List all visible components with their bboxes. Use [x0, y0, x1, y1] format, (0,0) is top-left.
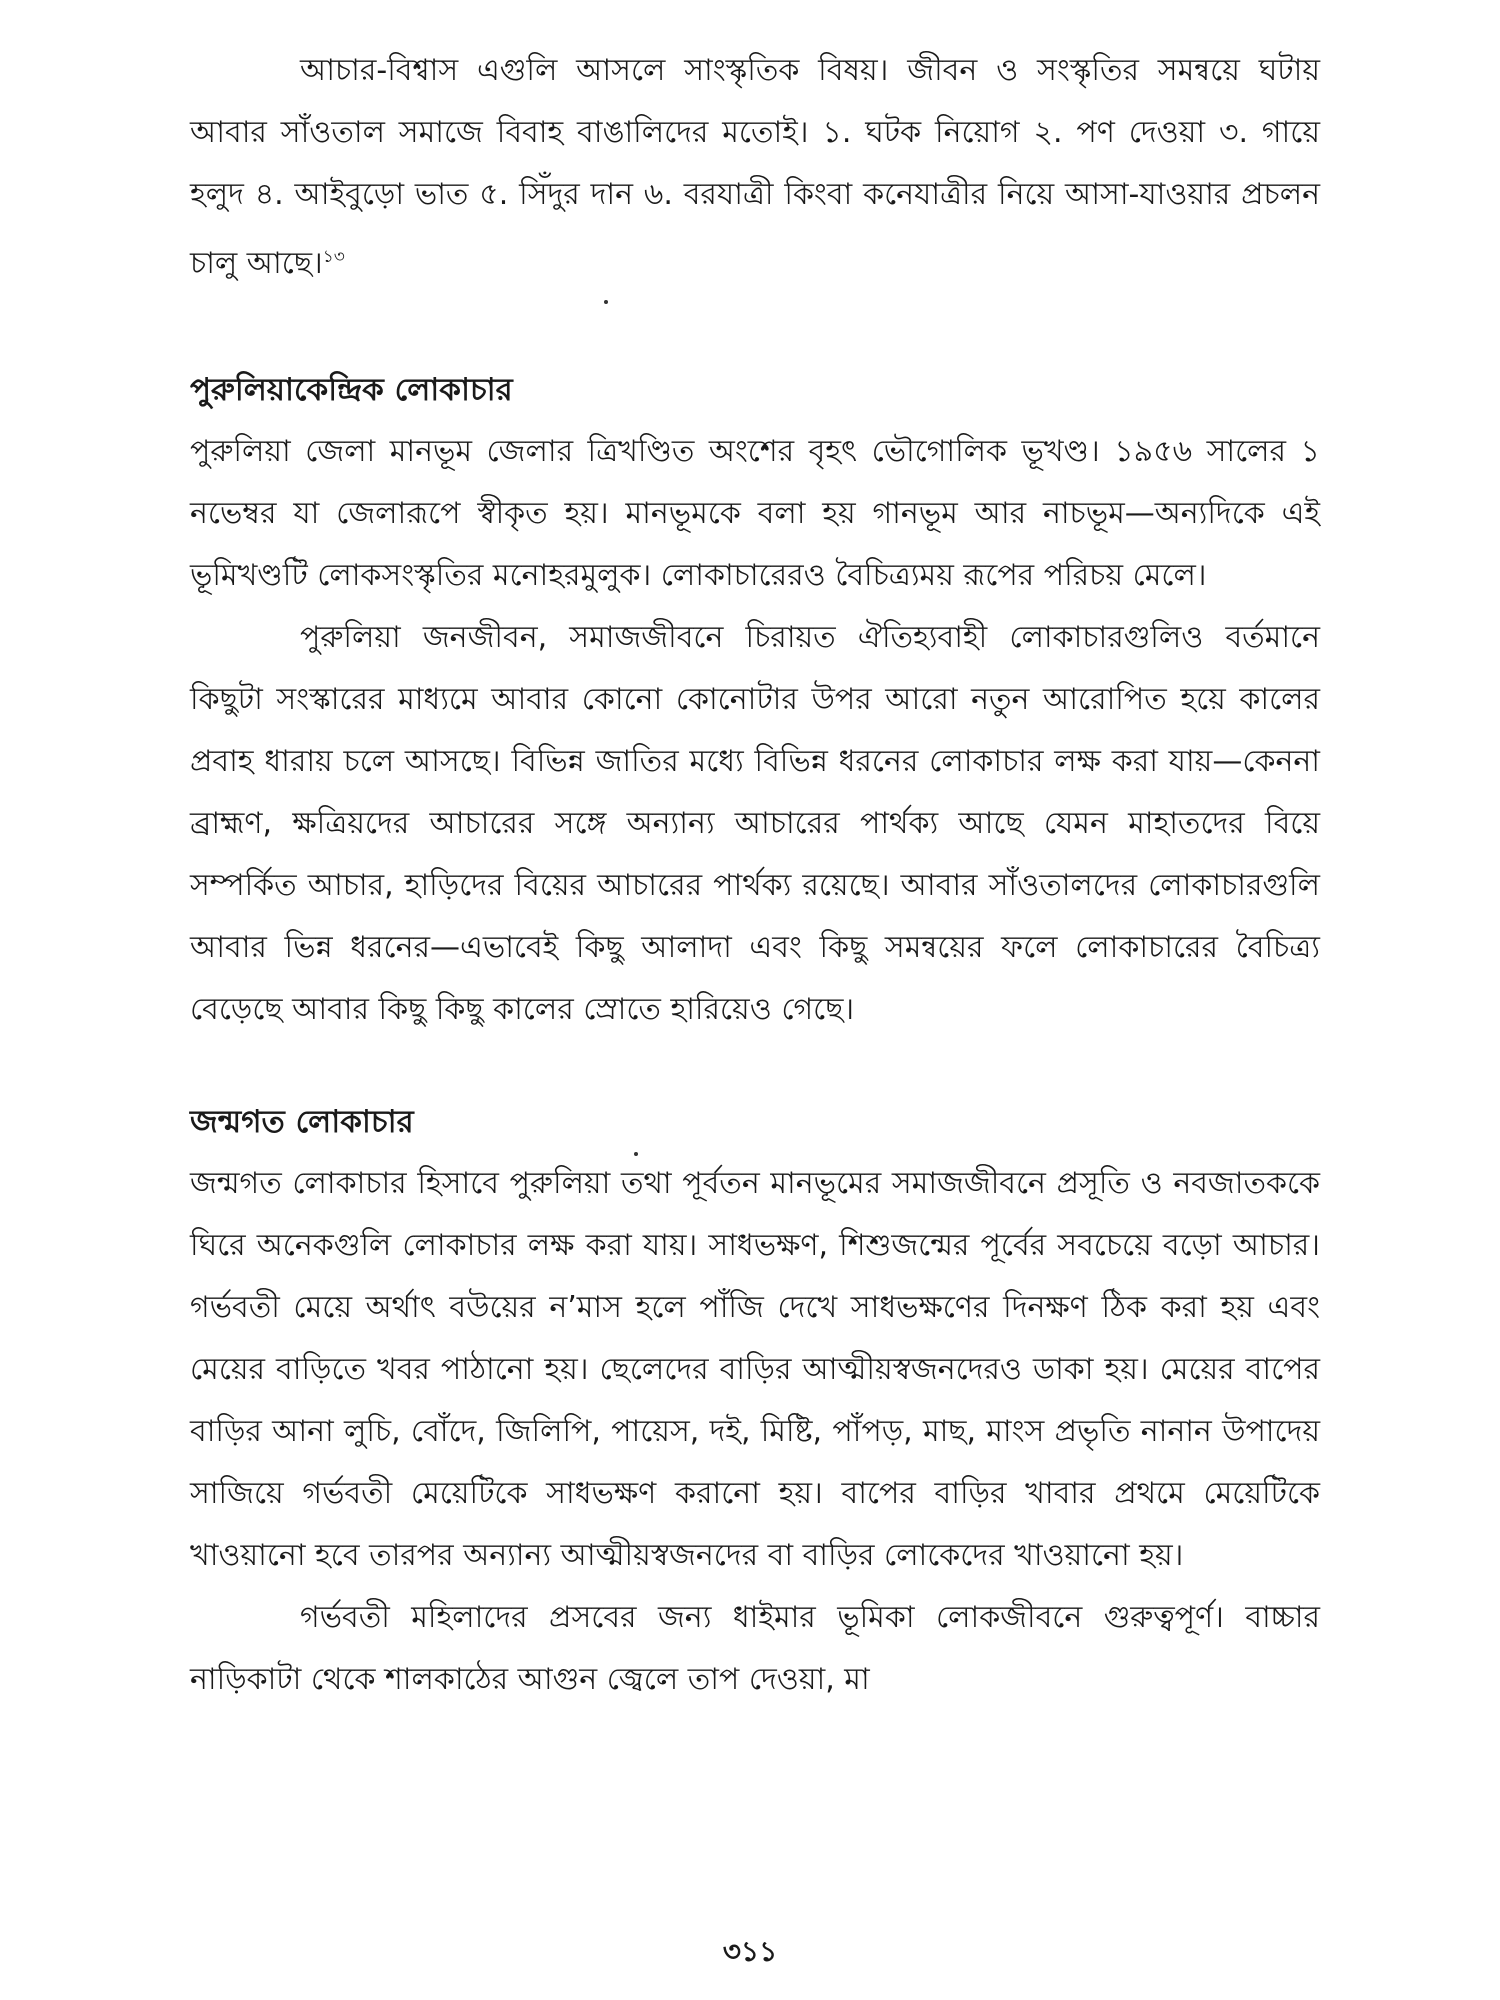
section-heading-birth-customs: জন্মগত লোকাচার: [190, 1104, 414, 1140]
stray-dot: [634, 1152, 638, 1156]
section-heading-purulia: পুরুলিয়াকেন্দ্রিক লোকাচার: [190, 372, 513, 408]
footnote-marker: ১৩: [322, 247, 345, 267]
page-number: ৩১১: [722, 1935, 778, 1968]
stray-dot: [604, 300, 608, 304]
paragraph-text: আচার-বিশ্বাস এগুলি আসলে সাংস্কৃতিক বিষয়। জীবন ও সংস্কৃতির সমন্বয়ে ঘটায় আবার সাঁওতাল সমাজে বিবাহ বাঙালিদের মতোই। ১. ঘটক নিয়োগ ২. পণ দেওয়া ৩. গায়ে হলুদ ৪. আইবুড়ো ভাত ৫. সিঁদুর দান ৬. বরযাত্রী কিংবা কনেযাত্রীর নিয়ে আসা-যাওয়ার প্রচলন চালু আছে।: [190, 53, 1320, 281]
paragraph-birth-customs: জন্মগত লোকাচার হিসাবে পুরুলিয়া তথা পূর্বতন মানভূমের সমাজজীবনে প্রসূতি ও নবজাতককে ঘিরে অনেকগুলি লোকাচার লক্ষ করা যায়। সাধভক্ষণ, শিশুজন্মের পূর্বের সবচেয়ে বড়ো আচার। গর্ভবতী মেয়ে অর্থাৎ বউয়ের ন’মাস হলে পাঁজি দেখে সাধভক্ষণের দিনক্ষণ ঠিক করা হয় এবং মেয়ের বাড়িতে খবর পাঠানো হয়। ছেলেদের বাড়ির আত্মীয়স্বজনদেরও ডাকা হয়। মেয়ের বাপের বাড়ির আনা লুচি, বোঁদে, জিলিপি, পায়েস, দই, মিষ্টি, পাঁপড়, মাছ, মাংস প্রভৃতি নানান উপাদেয় সাজিয়ে গর্ভবতী মেয়েটিকে সাধভক্ষণ করানো হয়। বাপের বাড়ির খাবার প্রথমে মেয়েটিকে খাওয়ানো হবে তারপর অন্যান্য আত্মীয়স্বজনদের বা বাড়ির লোকেদের খাওয়ানো হয়।: [190, 1166, 1320, 1573]
paragraph-custom-beliefs: [190, 40, 1320, 295]
paragraph-midwife-role: গর্ভবতী মহিলাদের প্রসবের জন্য ধাইমার ভূমিকা লোকজীবনে গুরুত্বপূর্ণ। বাচ্চার নাড়িকাটা থেকে শালকাঠের আগুন জ্বেলে তাপ দেওয়া, মা: [190, 1600, 1320, 1697]
paragraph-purulia-intro: পুরুলিয়া জেলা মানভূম জেলার ত্রিখণ্ডিত অংশের বৃহৎ ভৌগোলিক ভূখণ্ড। ১৯৫৬ সালের ১ নভেম্বর যা জেলারূপে স্বীকৃত হয়। মানভূমকে বলা হয় গানভূম আর নাচভূম—অন্যদিকে এই ভূমিখণ্ডটি লোকসংস্কৃতির মনোহরমুলুক। লোকাচারেরও বৈচিত্র্যময় রূপের পরিচয় মেলে।: [190, 434, 1320, 593]
paragraph-purulia-customs: পুরুলিয়া জনজীবন, সমাজজীবনে চিরায়ত ঐতিহ্যবাহী লোকাচারগুলিও বর্তমানে কিছুটা সংস্কারের মাধ্যমে আবার কোনো কোনোটার উপর আরো নতুন আরোপিত হয়ে কালের প্রবাহ ধারায় চলে আসছে। বিভিন্ন জাতির মধ্যে বিভিন্ন ধরনের লোকাচার লক্ষ করা যায়—কেননা ব্রাহ্মণ, ক্ষত্রিয়দের আচারের সঙ্গে অন্যান্য আচারের পার্থক্য আছে যেমন মাহাতদের বিয়ে সম্পর্কিত আচার, হাড়িদের বিয়ের আচারের পার্থক্য রয়েছে। আবার সাঁওতালদের লোকাচারগুলি আবার ভিন্ন ধরনের—এভাবেই কিছু আলাদা এবং কিছু সমন্বয়ের ফলে লোকাচারের বৈচিত্র্য বেড়েছে আবার কিছু কিছু কালের স্রোতে হারিয়েও গেছে।: [190, 620, 1320, 1027]
